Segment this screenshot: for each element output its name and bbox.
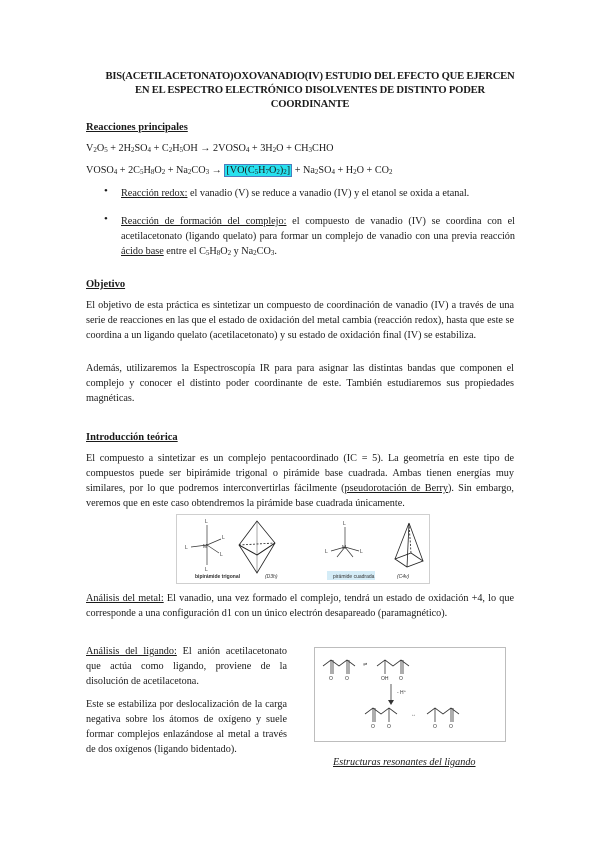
svg-text:L: L: [343, 521, 346, 527]
trigonal-bipyramid-sketch: [185, 519, 225, 573]
label-square-pyramid: pirámide cuadrada: [333, 574, 375, 580]
svg-text:L: L: [205, 519, 208, 525]
svg-text:O: O: [399, 676, 403, 682]
ligand-resonance-svg: [315, 648, 505, 741]
acetylacetone-keto: [323, 660, 355, 674]
intro-heading: Introducción teórica: [86, 432, 178, 443]
objetivo-paragraph-1: El objetivo de esta práctica es sintetizar un compuesto de coordinación de vanadio (IV) a través de una serie de reacciones en las que el estado de oxidación del metal cambia (reacción redox), hasta que este se coordina a un ligando quelato (acetilacetonato) y su estado de oxidación final (IV) se estabiliza.: [86, 300, 514, 341]
svg-text:O: O: [449, 724, 453, 730]
metal-atom-label: M: [203, 544, 208, 550]
label-trigonal-bipyramid: bipirámide trigonal: [195, 574, 241, 580]
svg-text:L: L: [222, 535, 225, 541]
equation-2: $VOSO_4 + 2C_5H_8O_2 + Na_2CO_3 \to [VO(C_5H_7O_2)_2] + Na_2SO_4 + H_2O + CO_2$: [86, 165, 393, 176]
svg-text:O: O: [387, 724, 391, 730]
bullet-complex-formation: Reacción de formación del complejo: el compuesto de vanadio (IV) se coordina con el acetilacetonato (ligando quelato) para formar un complejo de vanadio con una previa reacción ácido base entre el $C_5H_8O_2$ y $Na_2CO_3$.: [121, 216, 515, 257]
symmetry-d3h: (D3h): [265, 574, 278, 580]
svg-text:M: M: [342, 545, 347, 551]
bullet-dot: •: [104, 185, 108, 197]
complex-product-highlight: $[VO(C_5H_7O_2)_2]$: [226, 165, 291, 176]
svg-text:L: L: [205, 567, 208, 573]
deprotonation-label: - H⁺: [397, 690, 407, 696]
acac-anion-2: [427, 708, 459, 722]
svg-text:L: L: [325, 549, 328, 555]
ligand-figure-caption: Estructuras resonantes del ligando: [333, 757, 476, 768]
bullet-dot: •: [104, 213, 108, 225]
resonance-arrow: ↔: [411, 712, 416, 718]
svg-text:L: L: [185, 545, 188, 551]
metal-analysis: Análisis del metal: El vanadio, una vez formado el complejo, tendrá un estado de oxidación +4, lo que corresponde a una configuración d1 con un único electrón desapareado (paramagnético).: [86, 593, 514, 619]
svg-text:L: L: [220, 552, 223, 558]
ligand-stabilization: Este se estabiliza por deslocalización de la carga negativa sobre los átomos de oxígeno y suele formar complejos enlazándose al metal a través de dos oxígenos (ligando bidentado).: [86, 699, 287, 755]
svg-text:O: O: [433, 724, 437, 730]
svg-text:L: L: [360, 549, 363, 555]
square-pyramid-polyhedron: [395, 523, 423, 567]
equation-1: $V_2O_5 + 2H_2SO_4 + C_2H_5OH$ → $2VOSO_4 + 3H_2O + CH_3CHO$: [86, 143, 334, 154]
square-pyramid-sketch: [325, 521, 363, 557]
trigonal-bipyramid-polyhedron: [239, 521, 275, 573]
intro-paragraph: El compuesto a sintetizar es un complejo pentacoordinado (IC = 5). La geometría en este tipo de compuestos puede ser bipirámide trigonal o pirámide base cuadrada. Ambas tienen energías muy similares, por lo que podremos interconvertirlas fácilmente (pseudorotación de Berry). Sin embargo, veremos que en este caso obtendremos la pirámide base cuadrada únicamente.: [86, 453, 514, 509]
page-title: BIS(ACETILACETONATO)OXOVANADIO(IV) ESTUDIO DEL EFECTO QUE EJERCEN EN EL ESPECTRO ELECTRÓNICO DISOLVENTES DE DISTINTO PODER COORDINANTE: [105, 71, 515, 110]
ligand-resonance-figure: [314, 647, 506, 742]
ligand-analysis: Análisis del ligando: El anión acetilacetonato que actúa como ligando, proviene de la disolución de acetilacetona.: [86, 646, 287, 687]
acetylacetone-enol: [377, 660, 409, 674]
svg-text:O: O: [371, 724, 375, 730]
geometry-figure-svg: [177, 515, 429, 583]
reactions-heading: Reacciones principales: [86, 122, 188, 133]
svg-text:OH: OH: [381, 676, 389, 682]
objetivo-heading: Objetivo: [86, 279, 126, 290]
svg-text:O: O: [329, 676, 333, 682]
equilibrium-arrow: ⇌: [363, 662, 368, 668]
geometry-figure: [176, 514, 430, 584]
objetivo-paragraph-2: Además, utilizaremos la Espectroscopía IR para para asignar las distintas bandas que componen el complejo y conocer el distinto poder coordinante de este. También estudiaremos sus propiedades magnéticas.: [86, 363, 514, 404]
acac-anion-1: [365, 708, 397, 722]
svg-text:O: O: [345, 676, 349, 682]
symmetry-c4v: (C4v): [397, 574, 410, 580]
bullet-redox: Reacción redox: el vanadio (V) se reduce a vanadio (IV) y el etanol se oxida a etanal.: [121, 188, 470, 199]
